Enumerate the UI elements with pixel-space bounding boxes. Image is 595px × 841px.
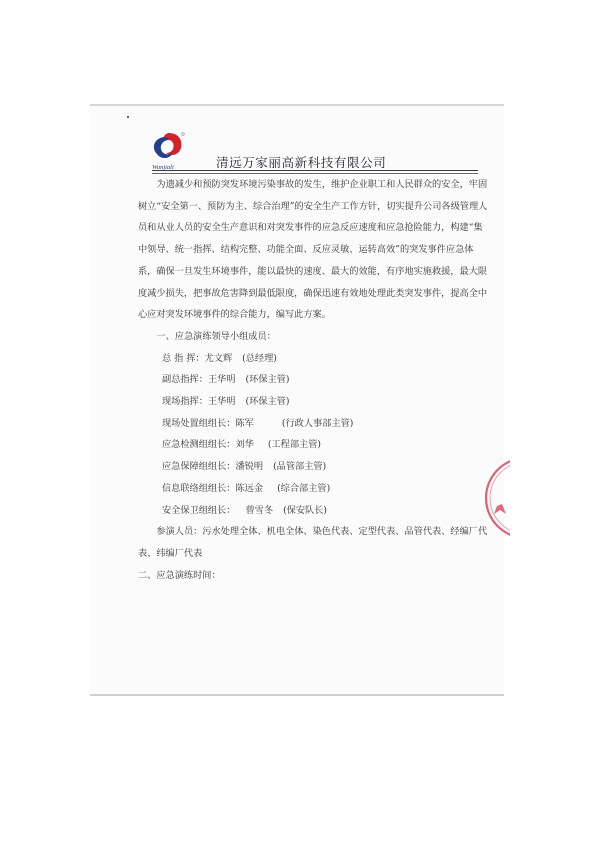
member-title: (综合部主管)	[277, 482, 331, 494]
member-name: 尤文辉	[204, 352, 233, 364]
member-role: 现场处置组组长：	[162, 417, 236, 429]
member-name: 王华明	[207, 374, 236, 386]
document-body	[138, 174, 490, 586]
member-row	[138, 478, 490, 500]
member-row	[138, 391, 490, 413]
member-row	[138, 369, 490, 391]
company-seal-fragment	[480, 452, 510, 544]
logo-wordmark: Wanjiali	[152, 164, 174, 171]
member-role: 副总指挥：	[162, 374, 208, 386]
participants-paragraph: 参演人员：污水处理全体、机电全体、染色代表、定型代表、品管代表、经编厂代表、纬编厂代表	[138, 526, 488, 559]
member-role: 应急检测组组长：	[162, 439, 236, 451]
member-title: (行政人事部主管)	[281, 417, 354, 429]
scanned-page	[90, 104, 504, 696]
member-title: (环保主管)	[245, 396, 290, 408]
member-title: (品管部主管)	[273, 461, 327, 473]
member-name: 曾雪冬	[245, 504, 274, 516]
member-role: 现场指挥：	[162, 396, 208, 408]
company-logo	[152, 131, 186, 171]
section-1-title: 一、应急演练领导小组成员：	[156, 330, 276, 342]
member-role: 应急保障组组长：	[162, 461, 236, 473]
intro-paragraph: 为遗减少和预防突发环境污染事故的发生，维护企业职工和人民群众的安全，牢固树立“安全第一、预防为主、综合治理”的安全生产工作方针，切实提升公司各级管理人员和从业人员的安全生产意识和对突发事件的应急反应速度和应急抢险能力，构建“集中领导、统一指挥、结构完整、功能全面、反应灵敏、运转高效”的突发事件应急体系，确保一旦发生环境事件，能以最快的速度、最大的效能，有序地实施救援，最大限度减少损失，把事故危害降到最低限度，确保迅速有效地处理此类突发事件，提高全中心应对突发环境事件的综合能力，编写此方案。	[138, 179, 488, 321]
member-name: 陈军	[235, 417, 254, 429]
member-row	[138, 500, 490, 522]
member-title: (环保主管)	[245, 374, 290, 386]
member-role: 安全保卫组组长：	[162, 504, 236, 516]
member-name: 潘锐明	[235, 461, 264, 473]
member-role: 总 指 挥：	[162, 352, 205, 364]
member-title: (总经理)	[242, 352, 277, 364]
section-2-title: 二、应急演练时间：	[138, 569, 221, 581]
member-title: (工程部主管)	[267, 439, 321, 451]
member-name: 陈远金	[235, 482, 264, 494]
member-row	[138, 348, 490, 370]
header-rule	[152, 170, 478, 171]
member-row	[138, 456, 490, 478]
member-title: (保安队长)	[283, 504, 327, 516]
member-role: 信息联络组组长：	[162, 482, 236, 494]
member-name: 刘华	[235, 439, 254, 451]
member-row	[138, 413, 490, 435]
company-name: 清远万家丽高新科技有限公司	[216, 155, 387, 170]
member-row	[138, 434, 490, 456]
member-name: 王华明	[207, 396, 236, 408]
scan-speck	[127, 116, 129, 118]
